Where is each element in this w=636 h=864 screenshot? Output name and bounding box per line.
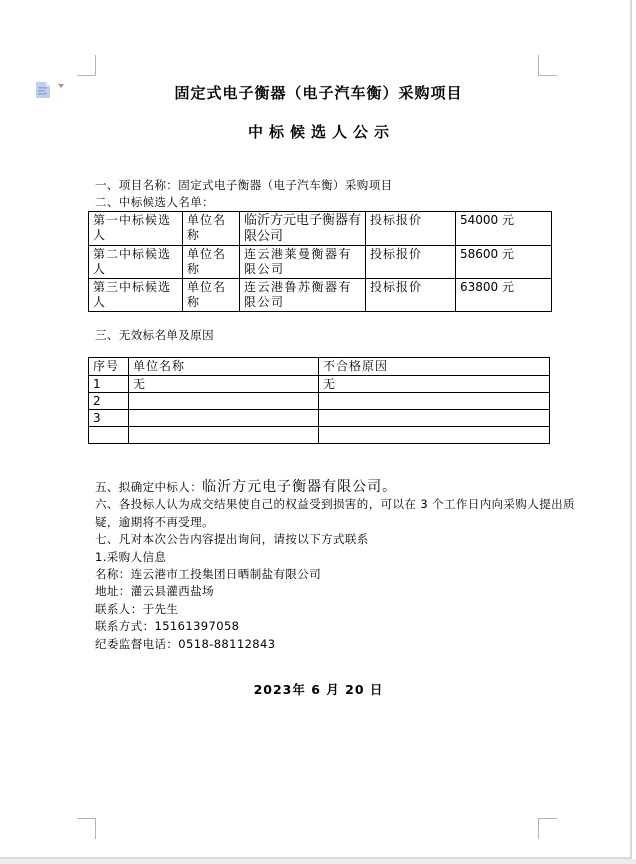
unit-cell: 无: [129, 376, 319, 393]
bid-price: 58600 元: [456, 246, 552, 279]
table-row: [89, 393, 550, 410]
text-boundary-mark-top-left: [77, 55, 96, 76]
unit-cell: [129, 410, 319, 427]
buyer-contact-person: 联系人：于先生: [95, 601, 179, 616]
unit-label: 单位名称: [183, 279, 240, 312]
section-3-heading: 三、无效标名单及原因: [95, 328, 214, 342]
bid-price: 63800 元: [456, 279, 552, 312]
candidate-rank: 第二中标候选人: [89, 246, 183, 279]
buyer-phone: 联系方式：15161397058: [95, 619, 240, 634]
reason-cell: [319, 410, 550, 427]
seq-cell: 2: [89, 393, 129, 410]
candidates-table: [88, 211, 552, 312]
document-date: 2023年 6 月 20 日: [253, 682, 384, 697]
col-header-unit: 单位名称: [129, 358, 319, 376]
table-row: [89, 427, 550, 444]
unit-cell: [129, 393, 319, 410]
price-label: 投标报价: [366, 212, 456, 246]
awardee-company: 临沂方元电子衡器有限公司。: [202, 479, 398, 495]
supervision-phone: 纪委监督电话：0518-88112843: [95, 636, 276, 651]
unit-label: 单位名称: [183, 246, 240, 279]
document-subtitle: 中标候选人公示: [247, 123, 395, 141]
candidate-company: 连云港鲁苏衡器有限公司: [240, 279, 366, 312]
section-7-contact-note: 七、凡对本次公告内容提出询问，请按以下方式联系: [95, 532, 369, 547]
buyer-address: 地址：灌云县灌西盐场: [95, 584, 214, 599]
candidate-company: 连云港莱曼衡器有限公司: [240, 246, 366, 279]
reason-cell: 无: [319, 376, 550, 393]
table-row: [89, 410, 550, 427]
price-label: 投标报价: [366, 279, 456, 312]
col-header-reason: 不合格原因: [319, 358, 550, 376]
reason-cell: [319, 393, 550, 410]
chevron-down-icon: [58, 88, 66, 107]
text-boundary-mark-bottom-right: [538, 818, 557, 839]
table-header-row: [89, 358, 550, 376]
seq-cell: 3: [89, 410, 129, 427]
text-boundary-mark-bottom-left: [77, 818, 96, 839]
table-row: [89, 246, 552, 279]
document-title: 固定式电子衡器（电子汽车衡）采购项目: [174, 84, 463, 102]
candidate-rank: 第一中标候选人: [89, 212, 183, 246]
buyer-info-heading: 1.采购人信息: [95, 549, 167, 564]
section-2-heading: 二、中标候选人名单：: [95, 195, 214, 209]
table-row: [89, 376, 550, 393]
text-boundary-mark-top-right: [538, 55, 557, 76]
candidate-company: 临沂方元电子衡器有限公司: [240, 212, 366, 246]
unit-label: 单位名称: [183, 212, 240, 246]
seq-cell: 1: [89, 376, 129, 393]
bid-price: 54000 元: [456, 212, 552, 246]
paste-options-button[interactable]: [34, 80, 68, 104]
reason-cell: [319, 427, 550, 444]
section-1-project-name: 一、项目名称：固定式电子衡器（电子汽车衡）采购项目: [95, 178, 393, 192]
table-row: [89, 212, 552, 246]
invalid-bids-table: [88, 357, 550, 444]
section-6-line1: 六、各投标人认为成交结果使自己的权益受到损害的，可以在 3 个工作日内向采购人提出质: [95, 497, 575, 512]
table-row: [89, 279, 552, 312]
section-6-line2: 疑，逾期将不再受理。: [95, 514, 214, 529]
price-label: 投标报价: [366, 246, 456, 279]
seq-cell: [89, 427, 129, 444]
notice-body: [95, 479, 575, 653]
col-header-seq: 序号: [89, 358, 129, 376]
candidate-rank: 第三中标候选人: [89, 279, 183, 312]
section-5-prefix: 五、拟确定中标人：: [95, 480, 203, 494]
page-bottom-gap: [0, 859, 636, 864]
unit-cell: [129, 427, 319, 444]
buyer-name: 名称：连云港市工投集团日晒制盐有限公司: [95, 567, 322, 582]
section-5-awardee: [95, 479, 567, 496]
